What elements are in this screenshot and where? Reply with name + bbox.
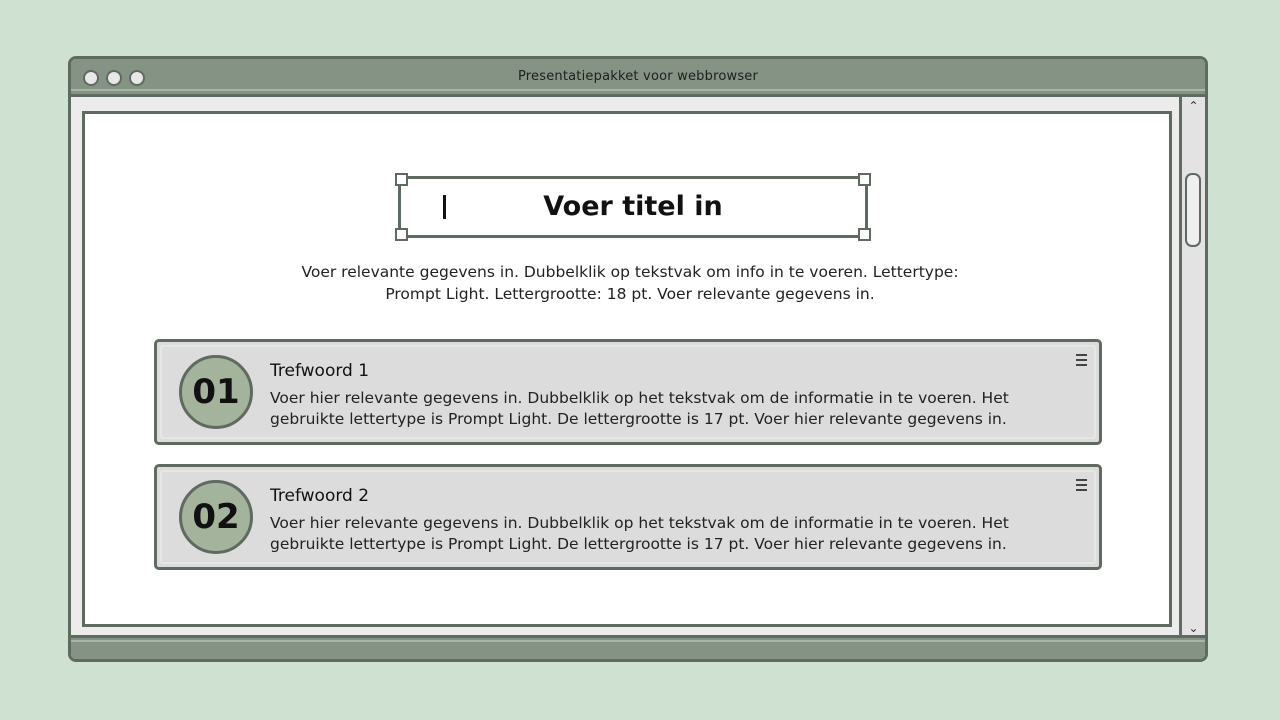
title-bar-divider	[71, 89, 1205, 91]
window-title: Presentatiepakket voor webbrowser	[517, 69, 759, 84]
status-bar	[71, 635, 1205, 659]
slide-title[interactable]: Voer titel in	[543, 191, 723, 222]
menu-icon[interactable]	[1076, 354, 1087, 366]
number-badge: 02	[179, 480, 253, 554]
resize-handle-bottom-right[interactable]	[858, 228, 871, 241]
card-body[interactable]: Voer hier relevante gegevens in. Dubbelklik op het tekstvak om de informatie in te voeren. Het gebruikte lettertype is Prompt Light. De lettergrootte is 17 pt. Voer hier relevante gegevens in.	[270, 389, 1009, 428]
slide-subtitle[interactable]: Voer relevante gegevens in. Dubbelklik op tekstvak om info in te voeren. Lettertype: Prompt Light. Lettergrootte: 18 pt. Voer relevante gegevens in.	[301, 263, 959, 303]
scroll-down-icon[interactable]: ⌄	[1188, 621, 1199, 635]
browser-window	[68, 56, 1208, 662]
card-heading[interactable]: Trefwoord 1	[270, 361, 370, 381]
slide-canvas	[82, 111, 1172, 627]
scroll-up-icon[interactable]: ⌃	[1188, 99, 1199, 113]
keyword-card-2[interactable]	[154, 464, 1102, 570]
vertical-scrollbar[interactable]	[1179, 97, 1205, 635]
number-badge: 01	[179, 355, 253, 429]
resize-handle-top-right[interactable]	[858, 173, 871, 186]
menu-icon[interactable]	[1076, 479, 1087, 491]
card-heading[interactable]: Trefwoord 2	[270, 486, 370, 506]
title-bar[interactable]	[71, 59, 1205, 97]
resize-handle-top-left[interactable]	[395, 173, 408, 186]
status-bar-divider	[71, 640, 1205, 642]
resize-handle-bottom-left[interactable]	[395, 228, 408, 241]
scroll-thumb[interactable]	[1185, 173, 1201, 247]
card-body[interactable]: Voer hier relevante gegevens in. Dubbelklik op het tekstvak om de informatie in te voeren. Het gebruikte lettertype is Prompt Light. De lettergrootte is 17 pt. Voer hier relevante gegevens in.	[270, 514, 1009, 553]
title-textbox[interactable]	[398, 176, 868, 238]
keyword-card-1[interactable]	[154, 339, 1102, 445]
